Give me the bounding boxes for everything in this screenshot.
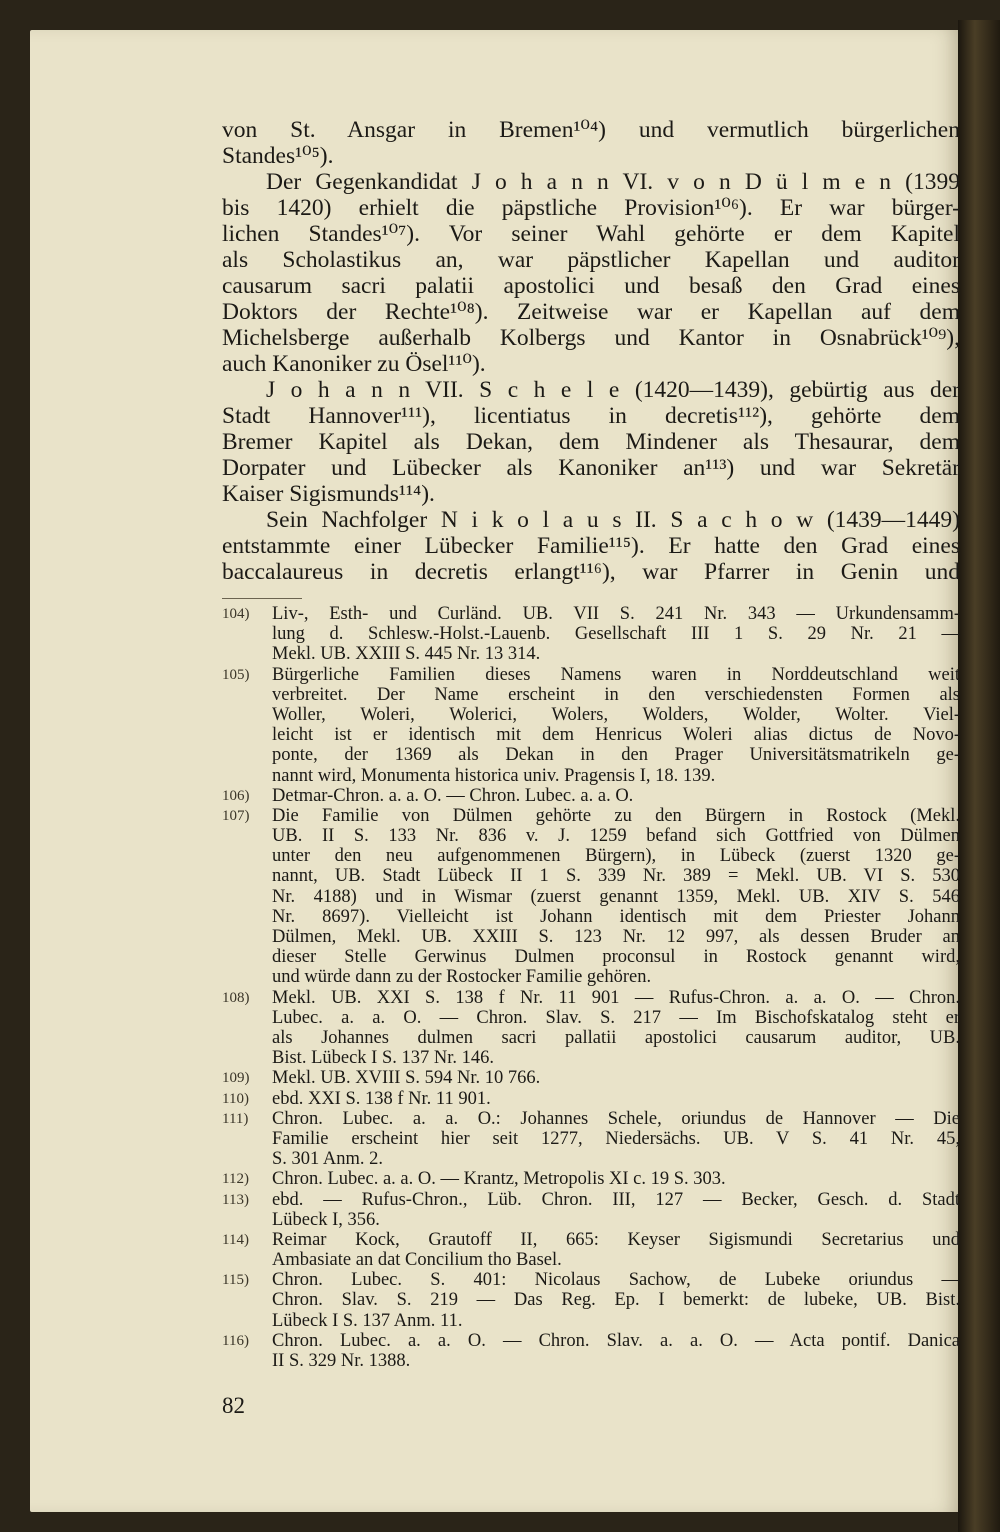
footnote-body	[272, 1068, 960, 1088]
text-line: Bremer Kapitel als Dekan, dem Mindener als Thesaurar, dem	[222, 429, 960, 455]
footnote-body	[272, 1190, 960, 1230]
text-line: Kaiser Sigismunds¹¹⁴).	[222, 481, 435, 507]
text-line: als Scholastikus an, war päpstlicher Kapellan und auditor	[222, 247, 960, 273]
text-line: Michelsberge außerhalb Kolbergs und Kantor in Osnabrück¹⁰⁹),	[222, 325, 960, 351]
paragraph	[222, 169, 960, 377]
footnote-line: ebd. — Rufus-Chron., Lüb. Chron. III, 127 — Becker, Gesch. d. Stadt	[272, 1189, 960, 1210]
footnote-number: 106)	[222, 787, 250, 804]
footnote-line: verbreitet. Der Name erscheint in den verschiedensten Formen als	[272, 684, 960, 705]
page-number: 82	[222, 1393, 245, 1418]
footnote-number: 111)	[222, 1110, 249, 1127]
footnote-line: Die Familie von Dülmen gehörte zu den Bürgern in Rostock (Mekl.	[272, 805, 960, 826]
footnote	[222, 604, 960, 665]
footnote-line: Dülmen, Mekl. UB. XXIII S. 123 Nr. 12 997, als dessen Bruder an	[272, 927, 960, 948]
footnote-line: unter den neu aufgenommenen Bürgern), in Lübeck (zuerst 1320 ge-	[272, 846, 960, 867]
footnote-line: Ambasiate an dat Concilium tho Basel.	[272, 1250, 562, 1271]
footnote-line: ebd. XXI S. 138 f Nr. 11 901.	[272, 1088, 491, 1109]
footnote-body	[272, 806, 960, 988]
paragraph	[222, 507, 960, 585]
footnote-body	[272, 1331, 960, 1371]
footnote-body	[272, 1089, 960, 1109]
footnote-number: 104)	[222, 606, 250, 622]
footnote-number: 116)	[222, 1332, 249, 1349]
footnote-line: S. 301 Anm. 2.	[272, 1149, 384, 1170]
footnote	[222, 1270, 960, 1331]
footnote-number: 110)	[222, 1090, 249, 1107]
text-line: causarum sacri palatii apostolici und besaß den Grad eines	[222, 273, 960, 299]
footnote-line: Detmar-Chron. a. a. O. — Chron. Lubec. a. a. O.	[272, 785, 634, 806]
footnote-line: UB. II S. 133 Nr. 836 v. J. 1259 befand sich Gottfried von Dülmen	[272, 826, 960, 847]
text-line: auch Kanoniker zu Ösel¹¹⁰).	[222, 351, 486, 377]
footnote-body	[272, 1270, 960, 1331]
footnote	[222, 806, 960, 988]
text-line: baccalaureus in decretis erlangt¹¹⁶), war Pfarrer in Genin und	[222, 559, 960, 585]
footnote-body	[272, 1169, 960, 1189]
footnote-line: leicht ist er identisch mit dem Henricus Woleri alias dictus de Novo-	[272, 725, 960, 746]
footnote-number: 114)	[222, 1231, 249, 1248]
footnote	[222, 988, 960, 1069]
footnote-line: Woller, Woleri, Wolerici, Wolers, Wolders, Wolder, Wolter. Viel-	[272, 704, 960, 725]
footnote-line: Chron. Lubec. a. a. O.: Johannes Schele, oriundus de Hannover — Die	[272, 1108, 960, 1129]
footnote-line: und würde dann zu der Rostocker Familie gehören.	[272, 967, 652, 988]
footnote-line: Bürgerliche Familien dieses Namens waren in Norddeutschland weit	[272, 664, 960, 685]
footnote-line: als Johannes dulmen sacri pallatii apostolici causarum auditor, UB.	[272, 1027, 960, 1048]
footnote	[222, 786, 960, 806]
footnote-number: 108)	[222, 989, 250, 1006]
book-binding-edge	[958, 20, 1000, 1532]
footnote-number: 107)	[222, 807, 250, 824]
footnote-line: Lubec. a. a. O. — Chron. Slav. S. 217 — Im Bischofskatalog steht er	[272, 1007, 960, 1028]
footnote-line: nannt wird, Monumenta historica univ. Pragensis I, 18. 139.	[272, 765, 716, 786]
footnote-number: 109)	[222, 1070, 250, 1087]
footnote-divider	[222, 598, 302, 599]
footnote-line: Liv-, Esth- und Curländ. UB. VII S. 241 Nr. 343 — Urkundensamm-	[272, 604, 960, 624]
footnote-line: Nr. 8697). Vielleicht ist Johann identisch mit dem Priester Johann	[272, 906, 960, 927]
text-line: Standes¹⁰⁵).	[222, 143, 334, 169]
footnote-body	[272, 1109, 960, 1170]
footnote-body	[272, 665, 960, 786]
footnote-line: Chron. Lubec. S. 401: Nicolaus Sachow, de Lubeke oriundus —	[272, 1270, 960, 1291]
text-line: Dorpater und Lübecker als Kanoniker an¹¹³) und war Sekretär	[222, 455, 960, 481]
footnote-line: lung d. Schlesw.-Holst.-Lauenb. Gesellschaft III 1 S. 29 Nr. 21 —	[272, 624, 960, 645]
text-line: Doktors der Rechte¹⁰⁸). Zeitweise war er Kapellan auf dem	[222, 299, 960, 325]
text-line: Der Gegenkandidat J o h a n n VI. v o n D ü l m e n (1399	[266, 169, 960, 195]
footnote	[222, 1190, 960, 1230]
footnotes	[222, 604, 960, 1371]
footnote	[222, 665, 960, 786]
footnote-line: Chron. Slav. S. 219 — Das Reg. Ep. I bemerkt: de lubeke, UB. Bist.	[272, 1290, 960, 1311]
paragraph	[222, 377, 960, 507]
footnote-body	[272, 786, 960, 806]
footnote-number: 115)	[222, 1272, 249, 1289]
text-line: Stadt Hannover¹¹¹), licentiatus in decretis¹¹²), gehörte dem	[222, 403, 960, 429]
footnote	[222, 1109, 960, 1170]
footnote-line: Chron. Lubec. a. a. O. — Krantz, Metropolis XI c. 19 S. 303.	[272, 1169, 726, 1190]
footnote-line: Chron. Lubec. a. a. O. — Chron. Slav. a. a. O. — Acta pontif. Danica	[272, 1330, 960, 1351]
footnote	[222, 1068, 960, 1088]
text-line: Sein Nachfolger N i k o l a u s II. S a c h o w (1439—1449)	[266, 507, 960, 533]
text-line: J o h a n n VII. S c h e l e (1420—1439), gebürtig aus der	[266, 377, 960, 403]
footnote-line: Lübeck I S. 137 Anm. 11.	[272, 1310, 463, 1331]
footnote-line: nannt, UB. Stadt Lübeck II 1 S. 339 Nr. 389 = Mekl. UB. VI S. 530	[272, 866, 960, 887]
footnote-line: Familie erscheint hier seit 1277, Niedersächs. UB. V S. 41 Nr. 45,	[272, 1128, 960, 1149]
footnote-number: 105)	[222, 666, 250, 683]
footnote	[222, 1230, 960, 1270]
footnote-line: dieser Stelle Gerwinus Dulmen proconsul in Rostock genannt wird,	[272, 947, 960, 968]
footnote	[222, 1169, 960, 1189]
footnote-line: II S. 329 Nr. 1388.	[272, 1351, 411, 1371]
text-line: bis 1420) erhielt die päpstliche Provision¹⁰⁶). Er war bürger-	[222, 195, 960, 221]
footnote-line: Mekl. UB. XXI S. 138 f Nr. 11 901 — Rufus-Chron. a. a. O. — Chron.	[272, 987, 960, 1008]
footnote-line: Bist. Lübeck I S. 137 Nr. 146.	[272, 1048, 494, 1069]
main-text	[222, 117, 960, 585]
footnote-line: ponte, der 1369 als Dekan in den Prager Universitätsmatrikeln ge-	[272, 745, 960, 766]
footnote-number: 112)	[222, 1171, 249, 1188]
footnote-body	[272, 988, 960, 1069]
footnote-body	[272, 604, 960, 665]
text-line: entstammte einer Lübecker Familie¹¹⁵). Er hatte den Grad eines	[222, 533, 960, 559]
footnote-body	[272, 1230, 960, 1270]
footnote-line: Lübeck I, 356.	[272, 1209, 380, 1230]
footnote-number: 113)	[222, 1191, 249, 1208]
footnote	[222, 1089, 960, 1109]
paragraph	[222, 117, 960, 169]
footnote-line: Reimar Kock, Grautoff II, 665: Keyser Sigismundi Secretarius und	[272, 1229, 960, 1250]
footnote	[222, 1331, 960, 1371]
footnote-line: Mekl. UB. XVIII S. 594 Nr. 10 766.	[272, 1068, 541, 1089]
text-line: von St. Ansgar in Bremen¹⁰⁴) und vermutlich bürgerlichen	[222, 117, 960, 143]
footnote-line: Mekl. UB. XXIII S. 445 Nr. 13 314.	[272, 644, 541, 665]
footnote-line: Nr. 4188) und in Wismar (zuerst genannt 1359, Mekl. UB. XIV S. 546	[272, 886, 960, 907]
text-line: lichen Standes¹⁰⁷). Vor seiner Wahl gehörte er dem Kapitel	[222, 221, 960, 247]
